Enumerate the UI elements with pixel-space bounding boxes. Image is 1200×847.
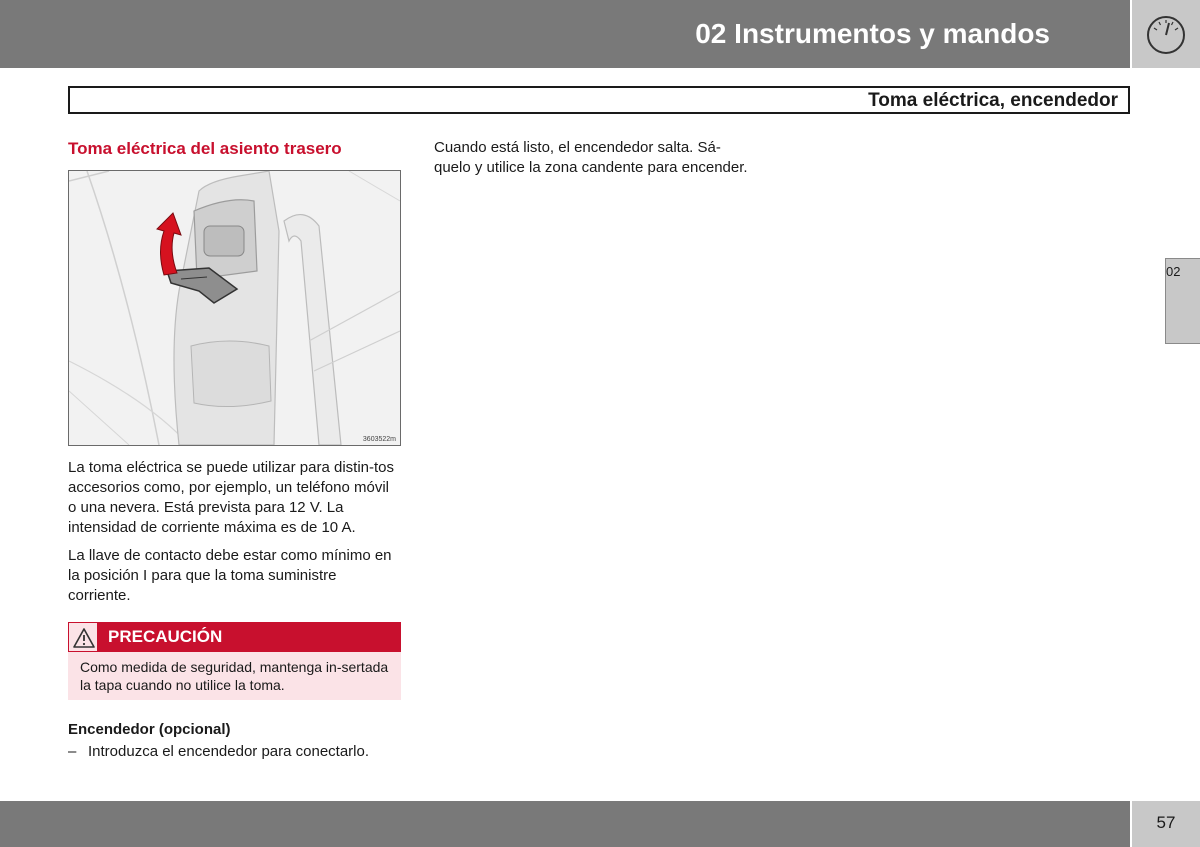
left-column <box>68 138 401 762</box>
page-number-box <box>1132 801 1200 847</box>
chapter-side-tab <box>1165 258 1200 344</box>
step-dash: – <box>68 743 77 760</box>
warning-icon-box <box>68 622 98 652</box>
figure-code: 3603522m <box>362 436 396 443</box>
lighter-step-text: Introduzca el encendedor para conectarlo. <box>88 743 370 760</box>
chapter-icon-box <box>1132 0 1200 68</box>
lighter-step <box>68 742 401 762</box>
gauge-icon <box>1145 14 1187 56</box>
chapter-title: 02 Instrumentos y mandos <box>695 18 1050 49</box>
warning-header <box>68 622 401 652</box>
footer-bar <box>0 801 1130 847</box>
middle-column <box>434 138 754 186</box>
warning-label: PRECAUCIÓN <box>108 627 223 646</box>
warning-triangle-icon <box>72 627 96 649</box>
lighter-subheading: Encendedor (opcional) <box>68 721 231 738</box>
rear-socket-heading: Toma eléctrica del asiento trasero <box>68 139 342 158</box>
socket-drawing <box>69 171 400 445</box>
header-bar <box>0 0 1130 68</box>
rear-socket-illustration <box>68 170 401 446</box>
lighter-paragraph: Cuando está listo, el encendedor salta. Sá-quelo y utilice la zona candente para encender. <box>434 139 748 176</box>
side-tab-label: 02 <box>1166 264 1181 279</box>
page-number: 57 <box>1156 813 1176 832</box>
body-paragraph-2: La llave de contacto debe estar como mínimo en la posición I para que la toma suministre corriente. <box>68 547 392 604</box>
warning-box <box>68 622 401 700</box>
section-title: Toma eléctrica, encendedor <box>868 90 1118 111</box>
warning-text: Como medida de seguridad, mantenga in-sertada la tapa cuando no utilice la toma. <box>68 652 401 700</box>
section-title-box <box>68 86 1130 114</box>
body-paragraph-1: La toma eléctrica se puede utilizar para distin-tos accesorios como, por ejemplo, un teléfono móvil o una nevera. Está prevista para 12 V. La intensidad de corriente máxima es de 10 A. <box>68 459 395 536</box>
